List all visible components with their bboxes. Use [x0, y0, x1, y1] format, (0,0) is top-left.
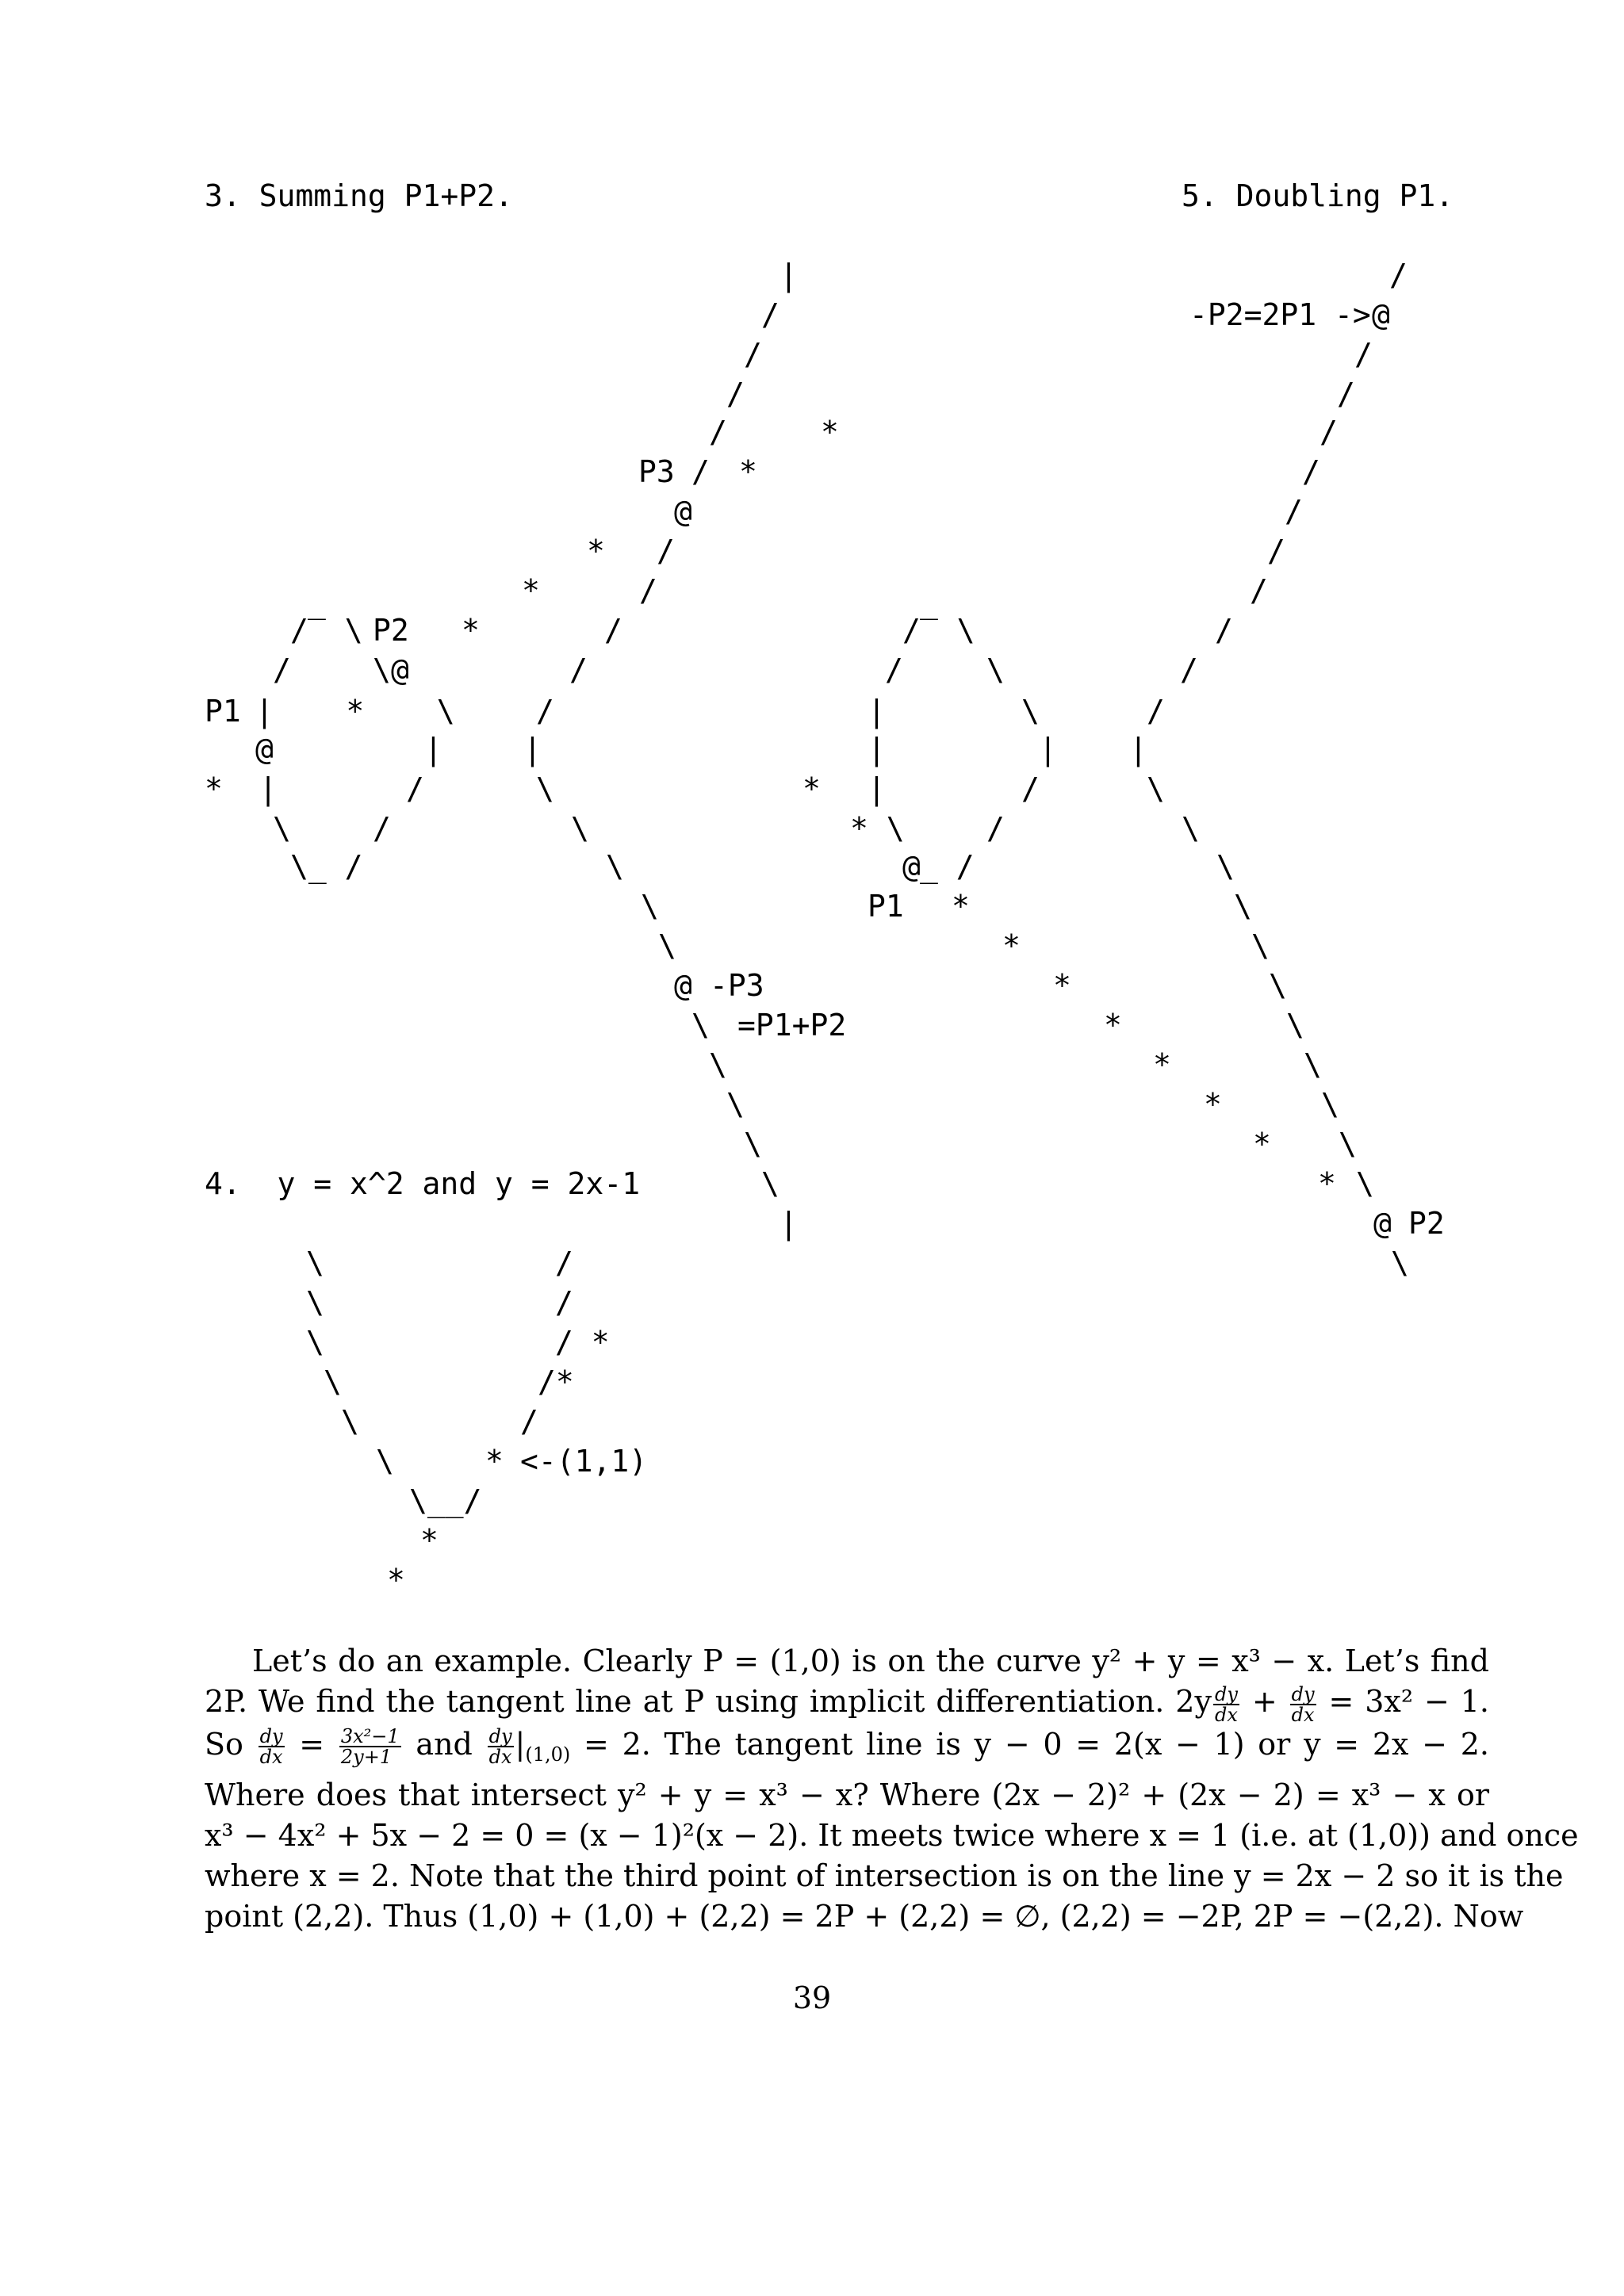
paragraph-line-6: where x = 2. Note that the third point of intersection is on the line y = 2x − 2 so it is the — [205, 1858, 1564, 1893]
label-p1-doubling: P1 — [868, 889, 904, 924]
paragraph-line-7: point (2,2). Thus (1,0) + (1,0) + (2,2) = 2P + (2,2) = ∅, (2,2) = −2P, 2P = −(2,2). Now — [205, 1898, 1524, 1934]
paragraph-line-5: x³ − 4x² + 5x − 2 = 0 = (x − 1)²(x − 2). It meets twice where x = 1 (i.e. at (1,0)) and once — [205, 1817, 1579, 1853]
example-paragraph — [205, 1641, 1579, 1937]
point-p1: @ — [255, 732, 274, 767]
section-4-title: 4. y = x^2 and y = 2x-1 — [205, 1166, 641, 1201]
paragraph-line-4: Where does that intersect y² + y = x³ − x? Where (2x − 2)² + (2x − 2) = x³ − x or — [205, 1777, 1489, 1812]
label-neg-p3: -P3 — [710, 968, 764, 1003]
point-p2: @ — [391, 652, 409, 687]
point-2p1: @ — [1372, 297, 1390, 332]
label-sum-result: =P1+P2 — [737, 1008, 847, 1043]
label-p1: P1 — [205, 694, 241, 729]
section-3-title: 3. Summing P1+P2. — [205, 178, 513, 213]
label-p2: P2 — [373, 613, 409, 648]
paragraph-line-3: So $\frac{dy}{dx}$ = $\frac{\text{3x²−1}}{2y+1}$ and $\frac{dy}{dx}$ $|_{(1,0)} = 2$. The tangent line is y − 0 = 2(x − 1) or y = 2x − 2. — [205, 1725, 1489, 1768]
point-p2-doubling: @ — [1373, 1206, 1392, 1241]
label-point-1-1: <-(1,1) — [520, 1444, 648, 1479]
label-neg-p2-eq: -P2=2P1 -> — [1189, 297, 1371, 332]
section-5-title: 5. Doubling P1. — [1182, 178, 1454, 213]
point-p3: @ — [674, 494, 692, 529]
point-neg-p3: @ — [674, 968, 692, 1003]
label-p2-doubling: P2 — [1408, 1206, 1445, 1241]
page-number: 39 — [792, 1980, 832, 2015]
label-p3: P3 — [638, 454, 675, 489]
document-page: 3. Summing P1+P2. 5. Doubling P1. 4. y = x^2 and y = 2x-1 _ / \ P2 * / \ @ P1 | * \ @ | * | / \ / \_ / | / / / / * P3 / * @ * / * / / / / | \ \ \ \ \ @ -P3 \ =P1+P2 \ \ \ \ | / -P2=2P1 -> @ / / / / / / / / / / | \ \ \ \ \ \ \ \ \ \ * \ @ P2 \ _ / \ / \ | \ | | * | / * \ / @ _ / P1 * * * * * * * \ / \ / \ / * \ /* \ / \ * <-(1,1) \__/ * * Let’s do an example. Clearly P = (1,0) is on the curve y² + y = x³ − x. Let’s find 2P. We find the tangent line at P using implicit differentiation. 2y $\frac{dy}{dx}$ + $\frac{dy}{dx}$ = 3x² − 1. So $\frac{dy}{dx}$ = $\frac{\text{3x²−1}}{2y+1}$ and $\frac{dy}{dx}$ $|_{(1,0)} = 2$. The tangent line is y − 0 = 2(x − 1) or y = 2x − 2. Where does that intersect y² + y = x³ − x? Where (2x − 2)² + (2x − 2) = x³ − x or x³ − 4x² + 5x − 2 = 0 = (x − 1)²(x − 2). It meets twice where x = 1 (i.e. at (1,0)) and once where x = 2. Note that the third point of intersection is on the line y = 2x − 2 so it is the point (2,2). Thus (1,0) + (1,0) + (2,2) = 2P + (2,2) = ∅, (2,2) = −2P, 2P = −(2,2). Now 39 — [0, 0, 1624, 2296]
paragraph-line-2: 2P. We find the tangent line at P using implicit differentiation. 2y $\frac{dy}{dx}$ + $\frac{dy}{dx}$ = 3x² − 1. — [205, 1682, 1489, 1726]
paragraph-line-1: Let’s do an example. Clearly P = (1,0) is on the curve y² + y = x³ − x. Let’s find — [252, 1644, 1489, 1678]
point-p1-doubling: @ — [902, 849, 921, 884]
